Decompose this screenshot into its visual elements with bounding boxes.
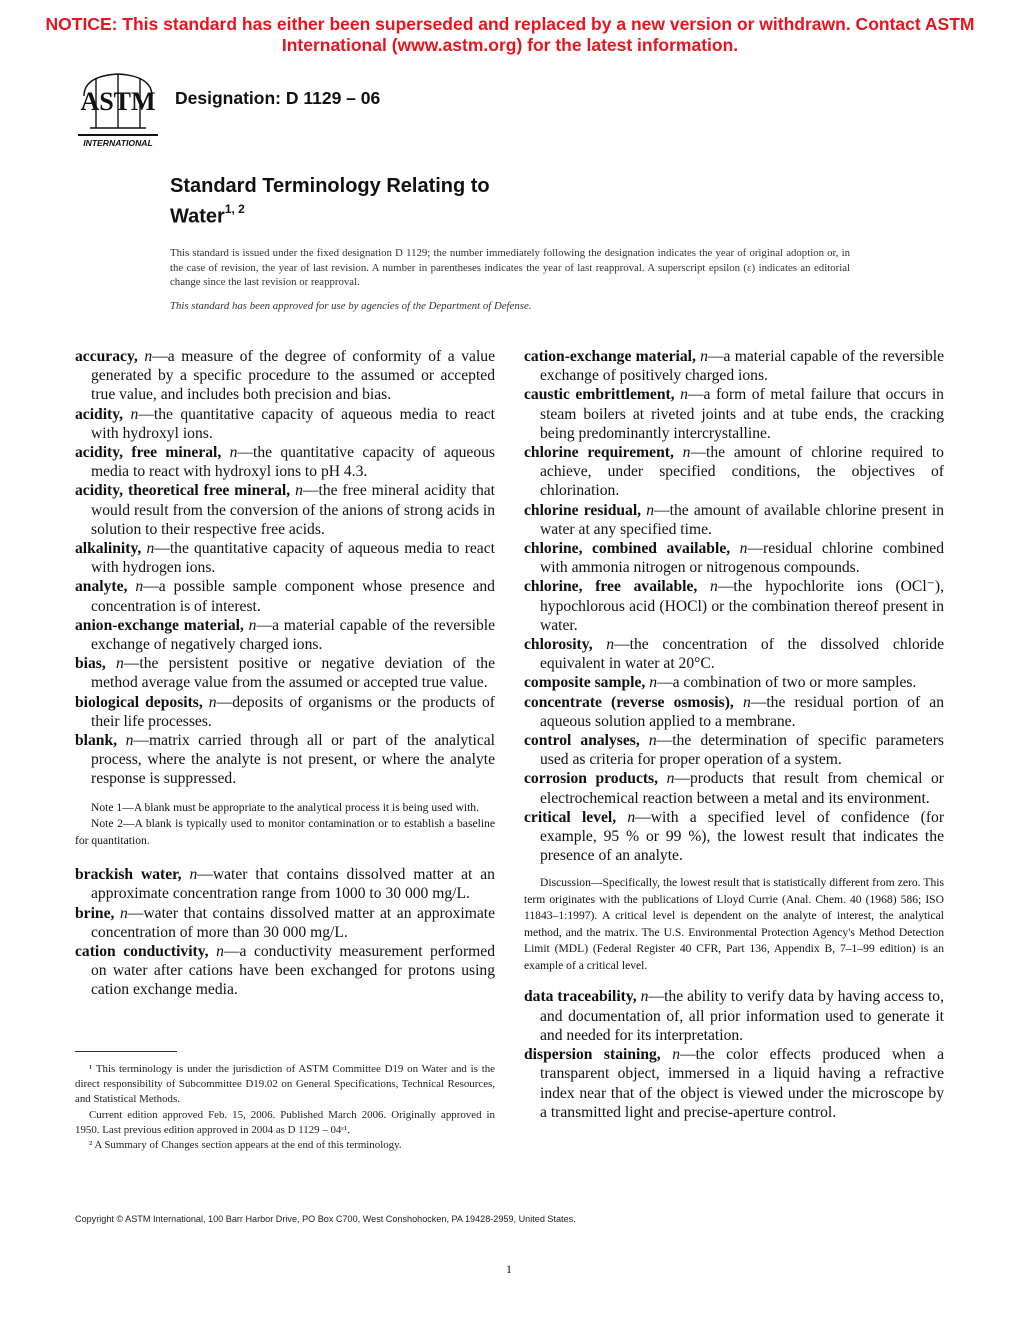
term-definition: —the quantitative capacity of aqueous media to react with hydrogen ions. [91, 540, 495, 577]
term-definition: —the ability to verify data by having access to, and documentation of, all prior information used to generate it and needed for its interpretation. [540, 988, 944, 1044]
term-name: chlorine requirement, [524, 444, 674, 462]
term-name: brine, [75, 904, 115, 922]
part-of-speech: n [116, 655, 124, 673]
term-definition: —deposits of organisms or the products of their life processes. [91, 693, 495, 730]
term-definition: —the hypochlorite ions (OCl⁻), hypochlorous acid (HOCl) or the combination thereof present in water. [540, 578, 944, 634]
term-name: brackish water, [75, 866, 182, 884]
term-entry [75, 904, 495, 942]
title-footnote-marks: 1, 2 [224, 202, 245, 216]
term-definition: —the color effects produced when a transparent object, immersed in a liquid having a refractive index near that of the object is viewed under the microscope by a transmitted light and precise-aperture control. [540, 1046, 945, 1121]
note-1: Note 1—A blank must be appropriate to the analytical process it is being used with. [91, 800, 479, 814]
part-of-speech: n [680, 386, 688, 404]
term-definition: —a form of metal failure that occurs in steam boilers at riveted joints and at tube ends, the cracking being predominantly intercrystalline. [540, 386, 944, 442]
term-entry [524, 443, 944, 501]
term-definition: —a conductivity measurement performed on water after cations have been exchanged for protons using cation exchange media. [91, 942, 495, 999]
term-entry [75, 405, 495, 443]
term-definition: —products that result from chemical or electrochemical reaction between a metal and its environment. [540, 770, 944, 807]
term-name: data traceability, [524, 988, 637, 1006]
term-entry [524, 635, 944, 673]
part-of-speech: n [135, 578, 144, 596]
term-definition: —the free mineral acidity that would result from the conversion of the anions of strong acids in solution to their respective free acids. [91, 482, 495, 538]
part-of-speech: n [208, 693, 217, 711]
term-name: biological deposits, [75, 693, 203, 711]
term-definition: —matrix carried through all or part of the analytical process, where the analyte is not present, or where the analyte response is suppressed. [91, 732, 495, 788]
term-entry [75, 654, 495, 692]
term-definition: —the quantitative capacity of aqueous media to react with hydroxyl ions to pH 4.3. [91, 444, 495, 481]
term-entry [524, 501, 944, 539]
term-name: concentrate (reverse osmosis), [524, 693, 734, 711]
term-name: caustic embrittlement, [524, 386, 675, 404]
issue-statement: This standard is issued under the fixed designation D 1129; the number immediately following the designation indicates the year of original adoption or, in the case of revision, the year of last revision. A number in parentheses indicates the year of last reapproval. A superscript epsilon (ε) indicates an editorial change since the last revision or reapproval. [170, 247, 850, 289]
part-of-speech: n [216, 942, 224, 960]
term-entry [524, 539, 944, 577]
term-entry [524, 731, 944, 769]
term-name: blank, [75, 732, 118, 750]
discussion: Discussion—Specifically, the lowest result that is statistically different from zero. This term originates with the publications of Lloyd Currie (Anal. Chem. 40 (1968) 586; ISO 11843–1:1997). A critical level is dependent on the analyte of interest, the analytical method, and the matrix. The U.S. Environmental Protection Agency's Method Detection Limit (MDL) (Federal Register 40 CFR, Part 136, Appendix B, 7–1–99 edition) is an example of a critical level. [524, 876, 944, 972]
term-definition: —a material capable of the reversible exchange of negatively charged ions. [91, 616, 495, 654]
footnote-edition: Current edition approved Feb. 15, 2006. Published March 2006. Originally approved in 1950. Last previous edition approved in 2004 as D 1129 – 04ᵋ¹. [75, 1108, 495, 1136]
term-name: control analyses, [524, 732, 640, 750]
part-of-speech: n [710, 578, 718, 596]
term-name: acidity, free mineral, [75, 444, 222, 462]
term-entry [524, 385, 944, 443]
part-of-speech: n [742, 693, 751, 711]
part-of-speech: n [120, 904, 128, 922]
term-entry [524, 808, 944, 866]
term-definition: —the persistent positive or negative deviation of the method average value from the assumed or accepted true value. [91, 655, 495, 692]
term-definition: —a combination of two or more samples. [656, 674, 917, 692]
title-line-1: Standard Terminology Relating to [170, 175, 490, 197]
notes [75, 800, 495, 850]
page-number: 1 [506, 1262, 512, 1276]
term-name: analyte, [75, 578, 128, 596]
part-of-speech: n [646, 501, 655, 519]
term-list-right-2 [524, 987, 944, 1121]
term-definition: —water that contains dissolved matter at an approximate concentration range from 1000 to 30 000 mg/L. [91, 866, 495, 903]
right-column [524, 347, 944, 1122]
term-entry [75, 539, 495, 577]
term-entry [75, 693, 495, 731]
part-of-speech: n [248, 616, 257, 634]
part-of-speech: n [682, 444, 691, 462]
term-entry [75, 616, 495, 654]
part-of-speech: n [627, 808, 636, 826]
term-definition: —the quantitative capacity of aqueous media to react with hydroxyl ions. [91, 405, 495, 442]
term-name: acidity, theoretical free mineral, [75, 482, 291, 500]
term-name: critical level, [524, 808, 617, 826]
term-name: anion-exchange material, [75, 616, 244, 634]
term-entry [75, 577, 495, 615]
term-entry [75, 443, 495, 481]
term-name: cation conductivity, [75, 942, 209, 960]
term-list-left-2 [75, 865, 495, 999]
term-entry [524, 1045, 944, 1122]
svg-text:ASTM: ASTM [80, 87, 156, 116]
term-definition: —the determination of specific parameters used as criteria for proper operation of a system. [540, 732, 944, 769]
term-entry [75, 347, 495, 405]
term-name: chlorine, combined available, [524, 540, 731, 558]
part-of-speech: n [144, 348, 153, 365]
title-line-2: Water$^{1, 2}$ [170, 202, 245, 228]
part-of-speech: n [649, 674, 657, 692]
copyright: Copyright © ASTM International, 100 Barr Harbor Drive, PO Box C700, West Conshohocken, PA 19428-2959, United States. [75, 1214, 576, 1224]
part-of-speech: n [189, 866, 198, 884]
term-definition: —a possible sample component whose presence and concentration is of interest. [91, 578, 495, 615]
left-column [75, 347, 495, 1000]
term-name: dispersion staining, [524, 1046, 661, 1064]
part-of-speech: n [739, 540, 748, 558]
term-definition: —residual chlorine combined with ammonia nitrogen or nitrogenous compounds. [540, 540, 945, 577]
part-of-speech: n [130, 405, 139, 423]
term-definition: —with a specified level of confidence (for example, 95 % or 99 %), the lowest result that indicates the presence of an analyte. [540, 808, 945, 865]
term-name: alkalinity, [75, 540, 142, 558]
term-entry [524, 987, 944, 1045]
term-name: chlorine residual, [524, 501, 642, 519]
footnote-rule [75, 1051, 177, 1052]
part-of-speech: n [648, 732, 657, 750]
part-of-speech: n [125, 732, 134, 750]
footnotes [75, 1062, 495, 1153]
term-name: corrosion products, [524, 770, 659, 788]
footnote-1: ¹ This terminology is under the jurisdiction of ASTM Committee D19 on Water and is the direct responsibility of Subcommittee D19.02 on General Specifications, Technical Resources, and Statistical Methods. [75, 1063, 495, 1106]
term-definition: —the concentration of the dissolved chloride equivalent in water at 20°C. [540, 636, 944, 673]
term-definition: —water that contains dissolved matter at an approximate concentration of more than 30 000 mg/L. [91, 904, 495, 941]
term-list-left [75, 347, 495, 789]
term-definition: —a measure of the degree of conformity of a value generated by a specific procedure to the assumed or accepted true value, and includes both precision and bias. [91, 348, 495, 404]
term-name: composite sample, [524, 674, 646, 692]
term-entry [75, 731, 495, 789]
part-of-speech: n [700, 348, 708, 365]
term-entry [524, 347, 944, 385]
term-entry [524, 577, 944, 635]
part-of-speech: n [295, 482, 303, 500]
part-of-speech: n [640, 988, 649, 1006]
part-of-speech: n [672, 1046, 680, 1064]
document-title [170, 174, 490, 230]
term-entry [75, 942, 495, 1000]
term-definition: —the amount of chlorine required to achieve, under specified conditions, the objectives of chlorination. [540, 444, 944, 500]
part-of-speech: n [229, 444, 238, 462]
term-name: accuracy, [75, 348, 138, 365]
term-name: chlorine, free available, [524, 578, 698, 596]
term-name: chlorosity, [524, 636, 593, 654]
term-list-right [524, 347, 944, 865]
term-name: bias, [75, 655, 106, 673]
term-name: acidity, [75, 405, 124, 423]
term-entry [75, 481, 495, 539]
term-definition: —a material capable of the reversible exchange of positively charged ions. [540, 348, 944, 385]
part-of-speech: n [666, 770, 675, 788]
part-of-speech: n [146, 540, 155, 558]
term-entry [75, 865, 495, 903]
term-definition: —the residual portion of an aqueous solution applied to a membrane. [540, 693, 945, 730]
part-of-speech: n [606, 636, 615, 654]
term-definition: —the amount of available chlorine present in water at any specified time. [540, 501, 944, 538]
dod-approval-statement: This standard has been approved for use by agencies of the Department of Defense. [170, 300, 532, 312]
term-entry [524, 693, 944, 731]
term-entry [524, 769, 944, 807]
supersession-notice: NOTICE: This standard has either been superseded and replaced by a new version or withdrawn. Contact ASTM International (www.astm.org) for the latest information. [45, 14, 975, 55]
term-name: cation-exchange material, [524, 348, 696, 365]
astm-logo-icon [76, 70, 160, 150]
term-entry [524, 673, 944, 692]
svg-text:INTERNATIONAL: INTERNATIONAL [83, 138, 153, 148]
designation: Designation: D 1129 – 06 [175, 88, 381, 108]
footnote-2: ² A Summary of Changes section appears at the end of this terminology. [89, 1139, 402, 1152]
note-2: Note 2—A blank is typically used to monitor contamination or to establish a baseline for quantitation. [75, 817, 495, 847]
